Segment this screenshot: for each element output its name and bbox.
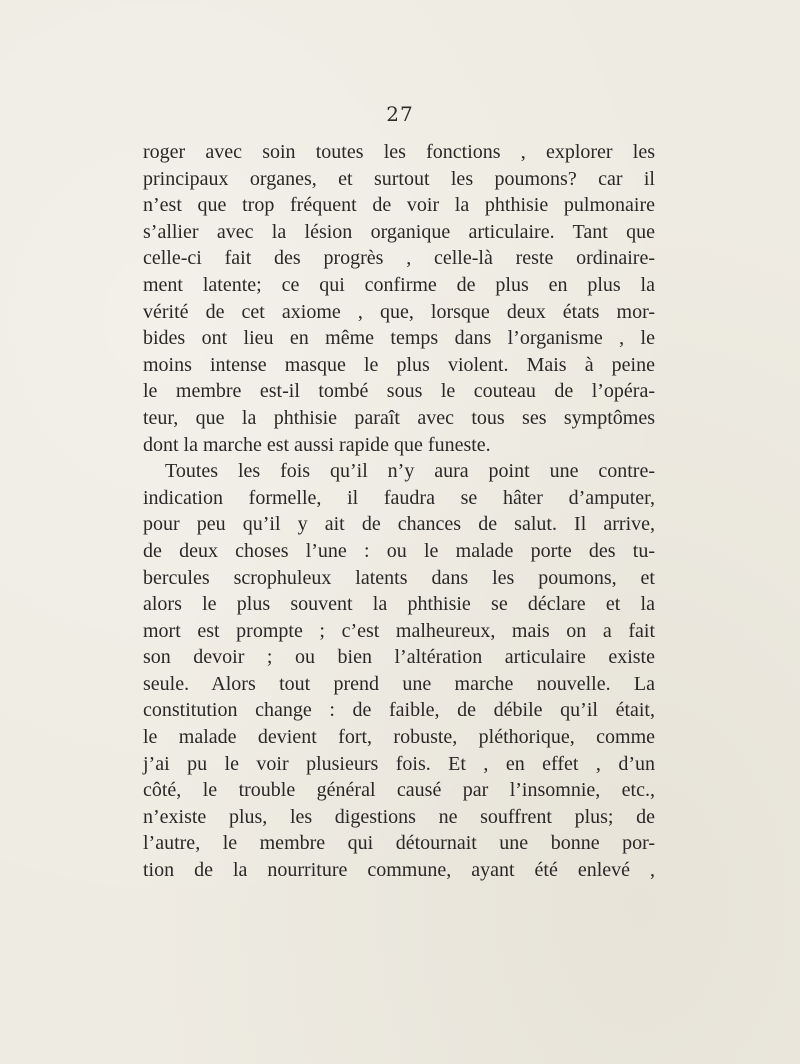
- text-line: n’existe plus, les digestions ne souffrent plus; de: [143, 805, 655, 828]
- text-line: alors le plus souvent la phthisie se déclare et la: [143, 593, 655, 616]
- text-line: roger avec soin toutes les fonctions , explorer les: [143, 141, 655, 163]
- paragraph-first-line: Toutes les fois qu’il n’y aura point une contre-: [165, 460, 655, 483]
- text-line: bercules scrophuleux latents dans les poumons, et: [143, 566, 655, 589]
- text-line: ment latente; ce qui confirme de plus en plus la: [143, 273, 655, 296]
- text-line: vérité de cet axiome , que, lorsque deux états mor-: [143, 300, 655, 323]
- text-line: l’autre, le membre qui détournait une bonne por-: [143, 832, 655, 855]
- text-line: le membre est-il tombé sous le couteau de l’opéra-: [143, 380, 655, 403]
- text-line: j’ai pu le voir plusieurs fois. Et , en effet , d’un: [143, 752, 655, 775]
- text-line: bides ont lieu en même temps dans l’organisme , le: [143, 327, 655, 350]
- text-line: de deux choses l’une : ou le malade porte des tu-: [143, 539, 655, 562]
- text-line: n’est que trop fréquent de voir la phthisie pulmonaire: [143, 194, 655, 217]
- page-number: 27: [386, 102, 414, 126]
- text-line: moins intense masque le plus violent. Mais à peine: [143, 353, 655, 376]
- text-line: tion de la nourriture commune, ayant été enlevé ,: [143, 859, 655, 882]
- text-line: constitution change : de faible, de débile qu’il était,: [143, 699, 655, 722]
- text-line: indication formelle, il faudra se hâter d’amputer,: [143, 486, 655, 509]
- text-line: principaux organes, et surtout les poumons? car il: [143, 167, 655, 190]
- body-text: [143, 139, 655, 884]
- text-line: seule. Alors tout prend une marche nouvelle. La: [143, 672, 655, 695]
- text-line: celle-ci fait des progrès , celle-là reste ordinaire-: [143, 247, 655, 270]
- text-line: pour peu qu’il y ait de chances de salut. Il arrive,: [143, 513, 655, 536]
- text-line: côté, le trouble général causé par l’insomnie, etc.,: [143, 779, 655, 802]
- text-line: teur, que la phthisie paraît avec tous ses symptômes: [143, 406, 655, 429]
- text-line: le malade devient fort, robuste, pléthorique, comme: [143, 726, 655, 749]
- text-line: dont la marche est aussi rapide que funeste.: [143, 433, 491, 456]
- text-line: s’allier avec la lésion organique articulaire. Tant que: [143, 220, 655, 243]
- text-line: mort est prompte ; c’est malheureux, mais on a fait: [143, 619, 655, 642]
- text-line: son devoir ; ou bien l’altération articulaire existe: [143, 646, 655, 669]
